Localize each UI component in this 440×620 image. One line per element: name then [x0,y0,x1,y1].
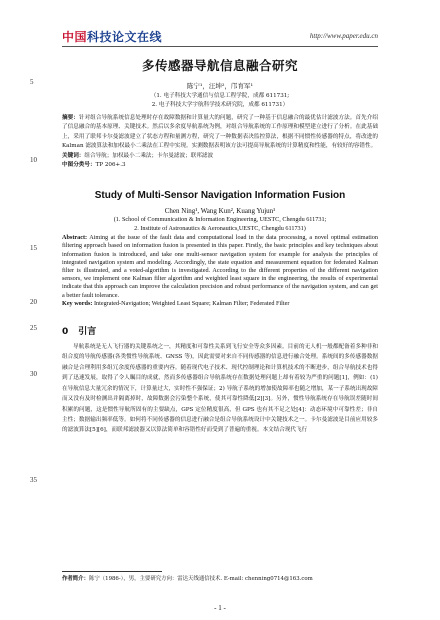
authors-english: Chen Ning¹, Wang Kun², Kuang Yujun¹ [164,207,276,216]
authors-chinese: 陈宁¹，汪坤²，邝育军¹ [186,82,254,90]
keywords-text: 组合导航；加权最小二乘法；卡尔曼滤波；联邦滤波 [84,152,214,159]
line-number: 25 [30,324,37,332]
abstract-english [62,234,378,300]
keywords-english [62,300,378,308]
keywords-label: Key words: [62,299,93,307]
classification-text: TP 206+.3 [95,162,126,169]
affiliation-line: （1. 电子科技大学通信与信息工程学院，成都 611731; [150,93,290,99]
logo-red-text: 中国 [62,30,88,44]
keywords-label: 关键词： [62,152,85,159]
line-number: 35 [30,476,37,484]
paper-content [62,56,378,436]
affiliation-line: 2. 电子科技大学宇航科学技术研究院，成都 611731） [151,102,289,108]
affiliation-line: (1. School of Communication & Information Engineering, UESTC, Chengdu 611731; [113,216,327,224]
title-english: Study of Multi-Sensor Navigation Information Fusion [94,190,346,202]
classification-number [62,161,378,170]
line-number: 15 [30,244,37,252]
author-footnote [62,575,378,583]
logo-blue-text: 科技论文在线 [87,30,163,44]
keywords-text: Integrated-Navigation; Weighted Least Square; Kalman Filter; Federated Filter [93,299,290,307]
line-number: 30 [30,370,37,378]
section-title: 引言 [78,327,97,338]
keywords-chinese [62,152,378,161]
intro-paragraph: 导航系统是无人飞行器的关键系统之一，其精度和可靠性关系到飞行安全等众多因素。目前的无人机一般都配备着多种非和组合度的导航传感器(各类惯性导航系统、GNSS 等)，因此需要对来自不同传感器的信息进行融合处理。系统间的多传感器数据融合是合理利用多组冗余度传感器的重要内容。随着现代电子技术、现代控制理论和计算机技术的不断进步，组合导航技术也得到了迅速发展，取得了令人瞩目的成就，然而多传感器组合导航系统存在数据处理问题上却有着较为严重的问题[1]，例如：(1) 在导航信息大量冗余的情况下，计算量过大，实时性不强保证；2) 导航子系统的增加使故障率也随之增加，某一子系统出现故障而又没有及时检测出并隔离掉时，故障数据会污染整个系统，使其可靠性降低[2][3]。另外，惯性导航系统存在导航误差随时间积累的问题，这是惯性导航所固有的主要缺点，GPS 定位精度很高，但 GPS 也有其不足之处[4]：动态环境中可靠性差；非自主性；数据输出频率低等。如何将不同传感器的信息进行融合是组合导航系统设计中关键技术之一。卡尔曼滤波是目前应用较多的滤波算法[5][6]，而联邦滤波器又以算法简单和容错性好而受到了普遍的重视。本文结合现代飞行 [62,344,378,434]
site-url[interactable]: http://www.paper.edu.cn [309,32,378,40]
line-number: 5 [30,78,34,86]
abstract-label: Abstract: [62,234,88,242]
page-number: - 1 - [214,604,226,612]
abstract-text: Aiming at the issue of the fault data and computational load in the data processing, a novel optimal estimation filtering approach based on information fusion is presented in this paper. Firstly, the basic principles and key techniques about information fusion is introduced, and take one multi-sensor navigation system for example for analysis the principles of integrated navigation system and modeling. Accordingly, the state equation and measurement equation for federated Kalman filter is illustrated, and a voted-algorithm is investigated. According to the different properties of the different navigation sensors, we implement one Kalman filter algorithm and weighted least square in the engineering, the results of experimental indicate that this approach can improve the calculation precision and robust performance of the navigation system, and can get a better fault tolerance. [62,234,378,299]
section-number: 0 [62,327,69,338]
footnote-text: 陈宁（1986-），男，主要研究方向：雷达天线通信技术. E-mail: chenning0714@163.com [88,576,313,582]
affiliation-line: 2. Institute of Astronautics & Aeronautics,UESTC, Chengdu 611731) [134,224,306,232]
title-chinese: 多传感器导航信息融合研究 [141,58,298,73]
footnote-label: 作者简介： [62,576,89,582]
abstract-label: 摘要： [62,115,79,121]
affiliations-chinese [62,92,378,110]
footnote-rule [62,571,162,572]
section-heading [62,324,378,337]
line-number: 10 [30,156,37,164]
line-number: 20 [30,298,37,306]
classification-label: 中图分类号： [62,162,96,169]
abstract-text: 针对组合导航系统信息处理时存在故障数据和计算量大的问题，研究了一种基于信息融合的最优估计滤波方法。首先介绍了信息融合的基本原理、关键技术。然后以多余度导航系统为例，对组合导航系统的工作原理和模型建立进行了分析。在此基础上，采用了联邦卡尔曼滤波建立了状态方程和量测方程，研究了一种数据表决监控算法，根据不同惯性传感器的特点，将改进的 Kalman 滤波算法和加权最小二乘法在工程中实现。实测数据表明该方法可提高导航系统的计算精度和性能，有较好的容错性。 [62,115,378,150]
affiliations-english [62,216,378,233]
journal-header [62,28,378,48]
abstract-chinese [62,114,378,152]
journal-logo [62,28,162,45]
header-rule [62,46,378,47]
